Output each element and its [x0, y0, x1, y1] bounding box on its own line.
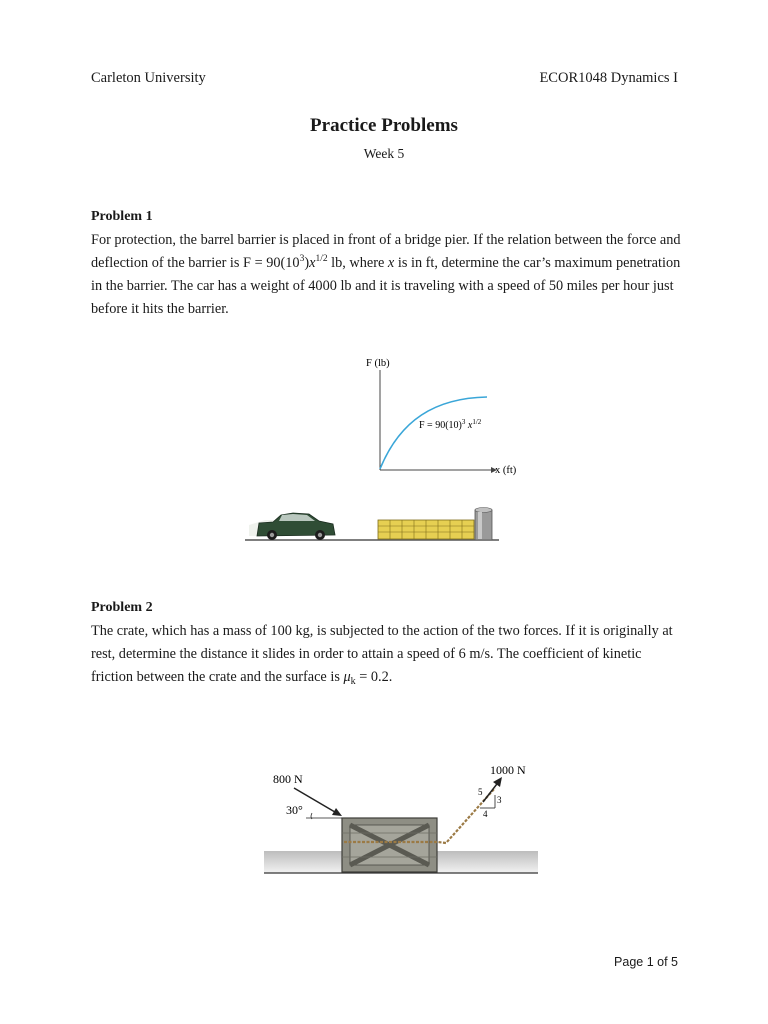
slope-rise-label: 3 — [497, 795, 502, 805]
force-curve — [380, 397, 487, 469]
force-800n-label: 800 N — [273, 772, 303, 786]
slope-hypotenuse-label: 5 — [478, 787, 483, 797]
force-1000n-arrowhead — [493, 777, 502, 787]
problem-2-heading: Problem 2 — [91, 600, 153, 615]
car-illustration — [249, 513, 336, 540]
page-title: Practice Problems — [310, 115, 458, 136]
problem-1-text: For protection, the barrel barrier is placed in front of a bridge pier. If the relation between the force and deflection of the barrier is $F = 90(10^3)x^{1/2}$ lb, where x is in ft, determine the car’s maximum penetration in the barrier. The car has a weight of 4000 lb and it is traveling with a speed of 50 miles per hour just before it hits the barrier. — [91, 232, 681, 317]
y-axis-label: F (lb) — [366, 358, 390, 369]
barrel-barrier — [378, 520, 474, 539]
crate — [342, 818, 437, 872]
header-course: ECOR1048 Dynamics I — [539, 70, 678, 86]
problem-2-figure — [260, 755, 540, 890]
problem-1-figure — [235, 350, 535, 550]
header-institution: Carleton University — [91, 70, 206, 86]
page-number: Page 1 of 5 — [614, 955, 678, 969]
force-1000n-label: 1000 N — [490, 763, 526, 777]
problem-1-heading: Problem 1 — [91, 209, 153, 224]
angle-label: 30° — [286, 803, 303, 817]
page-subtitle: Week 5 — [363, 146, 405, 161]
curve-equation-label: $F = 90(10)^3$ $x^{1/2}$ — [419, 418, 482, 431]
slope-run-label: 4 — [483, 809, 488, 819]
problem-2-text: The crate, which has a mass of 100 kg, is subjected to the action of the two forces. If it is originally at rest, determine the distance it slides in order to attain a speed of 6 m/s. The coefficient of kinetic friction between the crate and the surface is $\mu_k = 0.2$. — [91, 623, 673, 687]
bridge-pier — [475, 508, 492, 541]
x-axis-label: x (ft) — [495, 465, 517, 476]
